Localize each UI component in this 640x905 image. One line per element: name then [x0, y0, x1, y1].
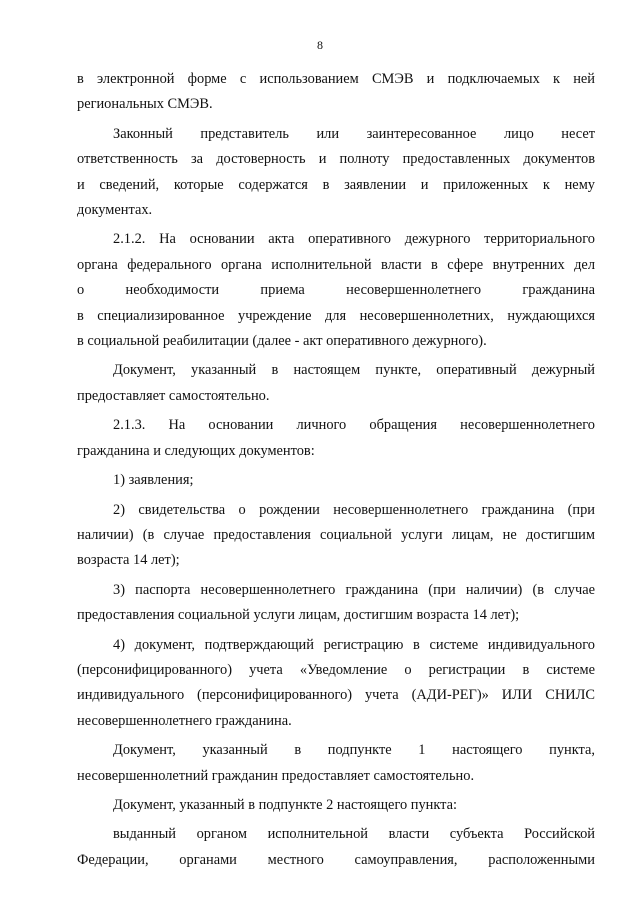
- paragraph-line: несовершеннолетнего гражданина.: [77, 712, 292, 729]
- document-body: [77, 67, 595, 877]
- paragraph-line: предоставления социальной услуги лицам, достигшим возраста 14 лет);: [77, 607, 520, 624]
- paragraph-line: 2) свидетельства о рождении несовершеннолетнего гражданина (при: [113, 501, 595, 518]
- paragraph-line: предоставляет самостоятельно.: [77, 387, 270, 404]
- paragraph-line: Федерации, органами местного самоуправления, расположенными: [77, 851, 595, 868]
- paragraph: [77, 633, 595, 735]
- paragraph-line: органа федерального органа исполнительной власти в сфере внутренних дел: [77, 256, 595, 273]
- paragraph-line: несовершеннолетний гражданин предоставляет самостоятельно.: [77, 767, 475, 784]
- paragraph: [77, 122, 595, 224]
- paragraph-line: возраста 14 лет);: [77, 552, 180, 569]
- paragraph: [77, 822, 595, 873]
- paragraph-line: и сведений, которые содержатся в заявлении и приложенных к нему: [77, 176, 595, 193]
- paragraph-line: в специализированное учреждение для несовершеннолетних, нуждающихся: [77, 307, 595, 324]
- paragraph-line: ответственность за достоверность и полноту предоставленных документов: [77, 151, 595, 168]
- paragraph-line: (персонифицированного) учета «Уведомление о регистрации в системе: [77, 661, 595, 678]
- paragraph-line: индивидуального (персонифицированного) учета (АДИ-РЕГ)» ИЛИ СНИЛС: [77, 687, 595, 704]
- paragraph-line: 1) заявления;: [113, 472, 194, 489]
- paragraph: [77, 578, 595, 629]
- paragraph: [77, 67, 595, 118]
- page-number: 8: [317, 38, 323, 52]
- paragraph-line: наличии) (в случае предоставления социальной услуги лицам, не достигшим: [77, 526, 595, 543]
- paragraph-line: Документ, указанный в подпункте 2 настоящего пункта:: [113, 796, 458, 813]
- paragraph-line: Документ, указанный в подпункте 1 настоящего пункта,: [113, 742, 595, 759]
- paragraph-line: о необходимости приема несовершеннолетнего гражданина: [77, 282, 595, 299]
- paragraph-line: в социальной реабилитации (далее - акт оперативного дежурного).: [77, 333, 487, 350]
- paragraph-line: Документ, указанный в настоящем пункте, оперативный дежурный: [113, 362, 595, 379]
- paragraph: [77, 793, 595, 818]
- paragraph-line: Законный представитель или заинтересованное лицо несет: [113, 125, 595, 142]
- paragraph: [77, 468, 595, 493]
- paragraph-line: выданный органом исполнительной власти субъекта Российской: [113, 826, 595, 843]
- paragraph-line: документах.: [77, 202, 153, 219]
- paragraph-line: 2.1.3. На основании личного обращения несовершеннолетнего: [113, 417, 595, 434]
- paragraph: [77, 358, 595, 409]
- paragraph-line: 2.1.2. На основании акта оперативного дежурного территориального: [113, 231, 595, 248]
- paragraph-line: гражданина и следующих документов:: [77, 442, 315, 459]
- paragraph-line: региональных СМЭВ.: [77, 96, 213, 113]
- paragraph: [77, 498, 595, 574]
- paragraph: [77, 738, 595, 789]
- paragraph: [77, 413, 595, 464]
- paragraph: [77, 227, 595, 354]
- paragraph-line: 3) паспорта несовершеннолетнего гражданина (при наличии) (в случае: [113, 581, 595, 598]
- paragraph-line: в электронной форме с использованием СМЭВ и подключаемых к ней: [77, 71, 595, 87]
- paragraph-line: 4) документ, подтверждающий регистрацию в системе индивидуального: [113, 636, 595, 653]
